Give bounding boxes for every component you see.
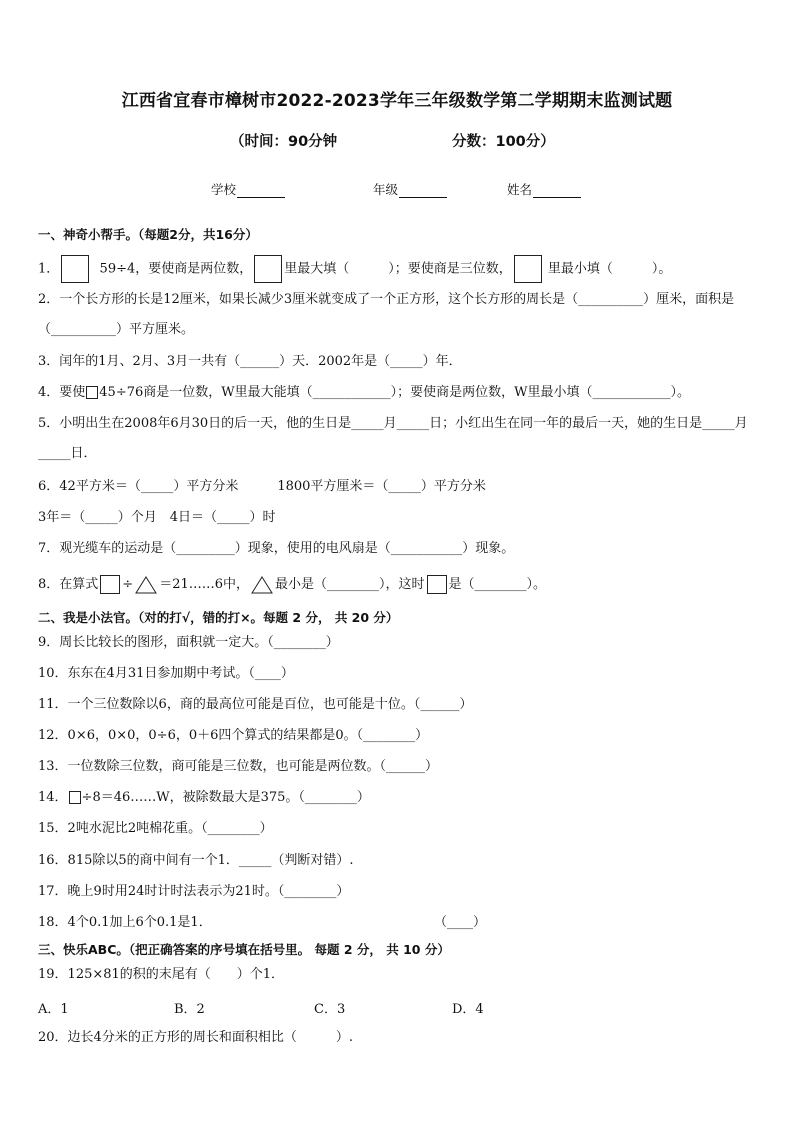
q19-option-d[interactable]: D．4 bbox=[452, 1002, 484, 1017]
grade-field[interactable] bbox=[373, 180, 447, 198]
question-9: 9．周长比较长的图形，面积就一定大。（________） bbox=[38, 635, 339, 650]
question-4 bbox=[38, 384, 690, 402]
q4-text-b: 45÷76商是一位数，W里最大能填（____________）；要使商是两位数，W里最小填（____________）。 bbox=[99, 385, 690, 400]
school-field[interactable] bbox=[211, 180, 285, 198]
question-20: 20．边长4分米的正方形的周长和面积相比（ ）. bbox=[38, 1030, 353, 1045]
q4-text-a: 4．要使 bbox=[38, 385, 86, 400]
question-16: 16．815除以5的商中间有一个1．_____（判断对错）. bbox=[38, 853, 354, 868]
q8-text-e: 是（________）。 bbox=[448, 577, 547, 592]
q1-answer-box-2[interactable] bbox=[254, 255, 282, 283]
q1-number: 1． bbox=[38, 261, 60, 277]
question-19: 19．125×81的积的末尾有（ ）个1． bbox=[38, 967, 285, 982]
q1-text-a: 59÷4，要使商是两位数， bbox=[99, 261, 253, 277]
section-3-heading: 三、快乐ABC。（把正确答案的序号填在括号里。 每题 2 分， 共 10 分） bbox=[38, 942, 450, 957]
question-2: 2．一个长方形的长是12厘米，如果长减少3厘米就变成了一个正方形，这个长方形的周长是（__________）厘米，面积是（__________）平方厘米。 bbox=[38, 292, 735, 337]
q4-digit-box[interactable] bbox=[86, 386, 98, 399]
triangle-icon[interactable] bbox=[135, 576, 157, 594]
school-label: 学校 bbox=[211, 182, 237, 197]
question-6b: 3年＝（_____）个月 4日＝（_____）时 bbox=[38, 510, 276, 525]
triangle-icon bbox=[251, 576, 273, 594]
q14-number: 14． bbox=[38, 790, 68, 805]
question-3: 3．闰年的1月、2月、3月一共有（______）天．2002年是（_____）年． bbox=[38, 354, 462, 369]
q8-text-a: 8．在算式 bbox=[38, 577, 99, 592]
section-1-heading: 一、神奇小帮手。（每题2分，共16分） bbox=[38, 227, 258, 242]
exam-time: （时间：90分钟 bbox=[230, 134, 338, 150]
question-17: 17．晚上9时用24时计时法表示为21时。（________） bbox=[38, 884, 350, 899]
section-2-heading: 二、我是小法官。（对的打√，错的打×。每题 2 分， 共 20 分） bbox=[38, 610, 399, 625]
q19-option-a[interactable]: A．1 bbox=[38, 1002, 69, 1017]
q18-answer-blank[interactable]: （____） bbox=[434, 915, 487, 930]
grade-blank[interactable] bbox=[399, 183, 447, 198]
q18-text: 18．4个0.1加上6个0.1是1． bbox=[38, 915, 212, 930]
q1-answer-box-3[interactable] bbox=[514, 255, 542, 283]
question-6a: 6．42平方米＝（_____）平方分米 1800平方厘米＝（_____）平方分米 bbox=[38, 479, 486, 494]
question-1 bbox=[38, 255, 671, 283]
q1-text-b: 里最大填（ ）；要使商是三位数， bbox=[284, 261, 512, 277]
name-field[interactable] bbox=[507, 180, 581, 198]
question-10: 10．东东在4月31日参加期中考试。（____） bbox=[38, 666, 294, 681]
question-18 bbox=[38, 914, 212, 932]
q8-text-d: 最小是（________），这时 bbox=[275, 577, 425, 592]
question-12: 12．0×6，0×0，0÷6，0＋6四个算式的结果都是0。（________） bbox=[38, 728, 429, 743]
exam-title: 江西省宜春市樟树市2022-2023学年三年级数学第二学期期末监测试题 bbox=[121, 91, 673, 111]
question-14 bbox=[38, 789, 370, 807]
school-blank[interactable] bbox=[237, 183, 285, 198]
q8-dividend-box[interactable] bbox=[100, 575, 120, 594]
q8-text-c: ＝21……6中， bbox=[159, 577, 250, 592]
q8-text-b: ÷ bbox=[122, 577, 134, 592]
q14-digit-box[interactable] bbox=[69, 791, 81, 804]
question-7: 7．观光缆车的运动是（_________）现象，使用的电风扇是（___________）现象。 bbox=[38, 541, 515, 556]
question-15: 15．2吨水泥比2吨棉花重。（________） bbox=[38, 821, 273, 836]
q1-text-c: 里最小填（ ）。 bbox=[547, 261, 672, 277]
exam-score: 分数：100分） bbox=[452, 134, 555, 150]
q19-option-c[interactable]: C．3 bbox=[314, 1002, 346, 1017]
question-8 bbox=[38, 575, 546, 594]
q14-text: ÷8＝46……W，被除数最大是375。（________） bbox=[81, 790, 370, 805]
question-11: 11．一个三位数除以6，商的最高位可能是百位，也可能是十位。（______） bbox=[38, 697, 473, 712]
q1-answer-box-1[interactable] bbox=[61, 255, 89, 283]
question-5: 5．小明出生在2008年6月30日的后一天，他的生日是_____月_____日；小红出生在同一年的最后一天，她的生日是_____月_____日． bbox=[38, 416, 748, 461]
name-label: 姓名 bbox=[507, 182, 533, 197]
q19-option-b[interactable]: B．2 bbox=[174, 1002, 205, 1017]
grade-label: 年级 bbox=[373, 182, 399, 197]
q8-box-ref bbox=[427, 575, 447, 594]
question-13: 13．一位数除三位数，商可能是三位数，也可能是两位数。（______） bbox=[38, 759, 439, 774]
name-blank[interactable] bbox=[533, 183, 581, 198]
